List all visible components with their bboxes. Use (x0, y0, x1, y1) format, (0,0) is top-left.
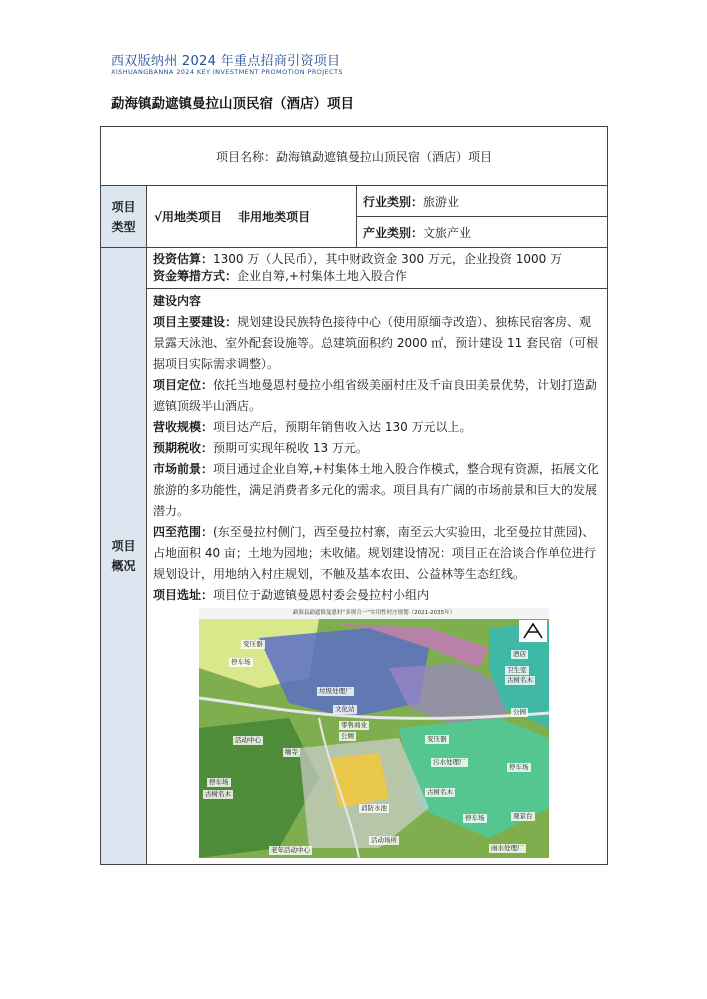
map-zone-yellow (329, 753, 389, 808)
funding-label: 资金筹措方式： (153, 269, 238, 283)
map-label: 变压器 (427, 735, 447, 743)
project-name-cell (101, 127, 608, 186)
map-label: 酒店 (513, 650, 526, 658)
main-construction-label: 项目主要建设： (153, 315, 238, 329)
type-label-line2: 类型 (111, 219, 136, 234)
boundary-value: (东至曼拉村侧门，西至曼拉村寨，南至云大实验田，北至曼拉甘蔗园)、占地面积 40 亩；土地为园地；未收储。规划建设情况：项目正在洽谈合作单位进行规划设计，用地纳入村庄规划，不触及基本农田、公益林等生态红线。 (153, 525, 596, 581)
investment-cell (147, 248, 608, 289)
map-label: 消防水池 (361, 804, 387, 812)
market-value: 项目通过企业自筹,+村集体土地入股合作模式，整合现有资源，拓展文化旅游的多功能性，满足消费者多元化的需求。项目具有广阔的市场前景和巨大的发展潜力。 (153, 462, 599, 518)
land-use-text: √用地类项目 非用地类项目 (154, 210, 311, 224)
header-subtitle: XISHUANGBANNA 2024 KEY INVESTMENT PROMOTION PROJECTS (111, 68, 343, 76)
map-label: 停车场 (509, 763, 529, 771)
industry-cell (357, 186, 608, 217)
market-label: 市场前景： (153, 462, 214, 476)
funding-value: 企业自筹,+村集体土地入股合作 (237, 269, 407, 283)
map-label: 古树名木 (427, 788, 453, 796)
map-label: 老年活动中心 (271, 846, 310, 854)
map-label: 缅寺 (285, 748, 298, 756)
map-label: 古树名木 (507, 676, 533, 684)
map-label: 观景台 (513, 812, 533, 820)
sector-cell (357, 217, 608, 248)
map-label: 卫生室 (507, 666, 527, 674)
type-label-line1: 项目 (111, 199, 136, 214)
positioning-value: 依托当地曼恩村曼拉小组省级美丽村庄及千亩良田美景优势，计划打造勐遮镇顶级半山酒店。 (153, 378, 598, 413)
map-label: 文化站 (335, 705, 355, 713)
map-label: 活动中心 (235, 736, 261, 744)
header-title: 西双版纳州 2024 年重点招商引资项目 (111, 54, 341, 69)
map-label: 垃圾处理厂 (319, 687, 352, 695)
map-label: 停车场 (465, 814, 485, 822)
construction-cell (147, 289, 608, 865)
map-title: 勐海县勐遮镇曼恩村“多规合一”实用性村庄规划（2021-2035年） (199, 608, 549, 619)
construction-heading: 建设内容 (153, 294, 202, 308)
boundary-label: 四至范围： (153, 525, 214, 539)
industry-value: 旅游业 (423, 194, 460, 209)
village-plan-map (199, 608, 549, 858)
positioning-label: 项目定位： (153, 378, 214, 392)
map-label: 变压器 (243, 640, 263, 648)
location-value: 项目位于勐遮镇曼恩村委会曼拉村小组内 (213, 588, 430, 602)
land-use-cell (147, 186, 357, 248)
document-title: 勐海镇勐遮镇曼拉山顶民宿（酒店）项目 (111, 96, 354, 112)
location-label: 项目选址： (153, 588, 214, 602)
sector-label: 产业类别： (363, 225, 424, 240)
map-label: 零售商业 (341, 721, 367, 729)
map-label: 公园 (513, 708, 526, 716)
operation-value: 项目达产后，预期年销售收入达 130 万元以上。 (213, 420, 472, 434)
map-label: 雨水处理厂 (491, 844, 524, 852)
tax-label: 预期税收： (153, 441, 214, 455)
investment-label: 投资估算： (153, 252, 214, 266)
map-label: 活动场所 (371, 836, 397, 844)
map-label: 污水处理厂 (433, 758, 466, 766)
map-label: 停车场 (209, 778, 229, 786)
map-label: 停车场 (231, 658, 251, 666)
overview-label (101, 248, 147, 865)
main-construction-value: 规划建设民族特色接待中心（使用原缅寺改造）、独栋民宿客房、观景露天泳池、室外配套设施等。总建筑面积约 2000 ㎡，预计建设 11 套民宿（可根据项目实际需求调整）。 (153, 315, 599, 371)
map-label: 公厕 (341, 732, 354, 740)
sector-value: 文旅产业 (423, 225, 472, 240)
investment-value: 1300 万（人民币），其中财政资金 300 万元，企业投资 1000 万 (213, 252, 563, 266)
overview-label-line1: 项目 (111, 539, 136, 553)
operation-label: 营收规模： (153, 420, 214, 434)
map-label: 古树名木 (205, 790, 231, 798)
project-table (100, 126, 608, 865)
overview-label-line2: 概况 (111, 559, 136, 573)
tax-value: 预期可实现年税收 13 万元。 (213, 441, 368, 455)
industry-label: 行业类别： (363, 194, 424, 209)
type-label (101, 186, 147, 248)
project-name: 项目名称：勐海镇勐遮镇曼拉山顶民宿（酒店）项目 (216, 149, 493, 164)
